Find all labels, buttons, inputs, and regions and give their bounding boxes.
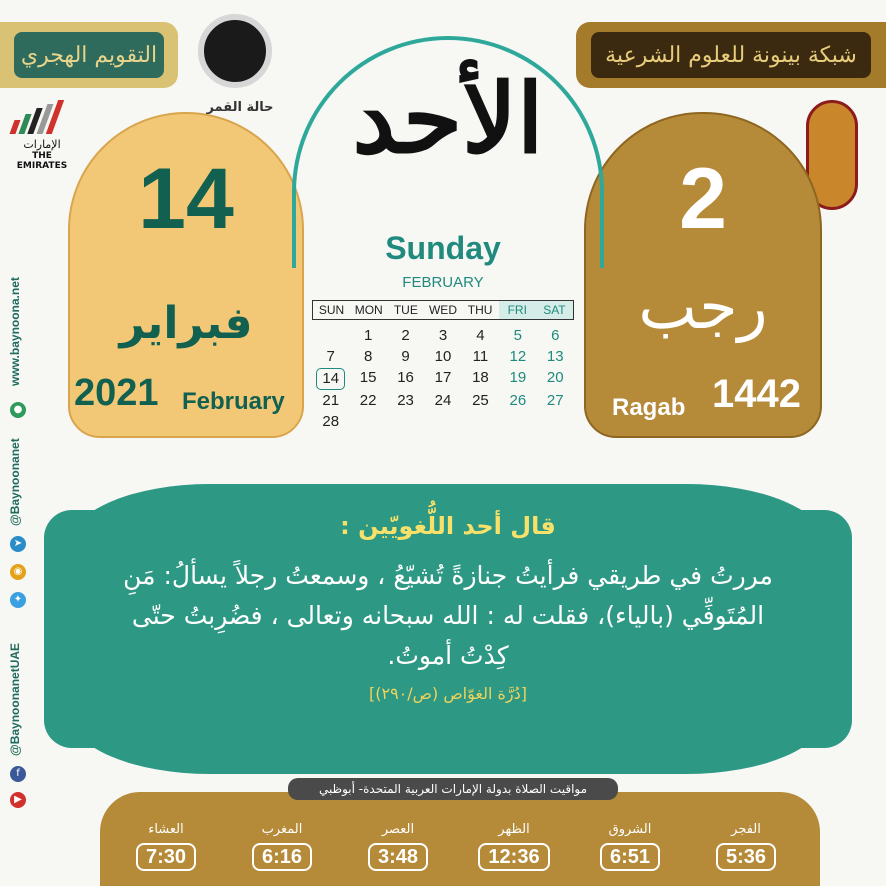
calendar-day[interactable]: 7 — [326, 348, 335, 365]
calendar-header-sat: SAT — [536, 301, 573, 319]
calendar-grid — [312, 326, 574, 432]
gregorian-year: 2021 — [74, 372, 159, 414]
calendar-day[interactable]: 15 — [359, 369, 377, 386]
calendar-day[interactable]: 1 — [363, 327, 373, 344]
prayer-name: الظهر — [498, 822, 530, 837]
calendar-day[interactable]: 18 — [472, 369, 489, 386]
hijri-day: 2 — [679, 151, 727, 247]
calendar-header-sun: SUN — [318, 303, 345, 317]
calendar-day[interactable]: 19 — [509, 369, 527, 386]
calendar-header-fri: FRI — [499, 301, 536, 319]
calendar-day — [387, 412, 424, 432]
calendar-day[interactable]: 28 — [322, 413, 340, 430]
prayer-name: العصر — [381, 822, 415, 837]
network-banner — [576, 22, 886, 88]
calendar-day — [499, 412, 536, 432]
calendar-day[interactable]: 23 — [397, 392, 414, 409]
facebook-icon[interactable]: f — [10, 766, 26, 782]
calendar-day[interactable]: 17 — [434, 369, 452, 386]
calendar-day[interactable]: 13 — [546, 348, 564, 365]
calendar-day — [462, 412, 499, 432]
uae-logo-en: THE EMIRATES — [16, 151, 68, 171]
calendar-day[interactable]: 24 — [434, 392, 452, 409]
hijri-month-en: Ragab — [612, 394, 686, 421]
calendar-day[interactable]: 6 — [551, 327, 560, 344]
calendar-header-mon: MON — [354, 303, 383, 317]
calendar-day[interactable]: 10 — [434, 348, 452, 365]
calendar-header-thu: THU — [467, 303, 493, 317]
youtube-icon[interactable]: ▶ — [10, 792, 26, 808]
prayer-time — [700, 822, 792, 871]
prayer-time — [584, 822, 676, 871]
social-sidebar — [6, 236, 28, 816]
prayer-clock: 5:36 — [716, 843, 776, 871]
weekday-ar: الأحد — [352, 62, 544, 175]
quote-source: [دُرَّة الغوّاص (ص/٢٩٠)] — [369, 684, 527, 703]
calendar-day[interactable]: 14 — [316, 368, 345, 390]
twitter-icon[interactable]: ✦ — [10, 592, 26, 608]
moon-phase-icon — [198, 14, 272, 88]
hijri-month-ar: رجب — [638, 270, 768, 343]
calendar-day[interactable]: 9 — [401, 348, 410, 365]
snapchat-icon[interactable]: ◉ — [10, 564, 26, 580]
hijri-calendar-label: التقويم الهجري — [14, 32, 164, 78]
quote-title: قال أحد اللُّغويّين : — [340, 512, 556, 540]
calendar-day[interactable]: 25 — [472, 392, 489, 409]
moon-label: حالة القمر — [206, 100, 274, 115]
calendar-header-wed: WED — [428, 303, 457, 317]
calendar-day[interactable]: 22 — [359, 392, 377, 409]
calendar-day[interactable]: 11 — [472, 348, 489, 365]
calendar-month-label: FEBRUARY — [402, 274, 484, 291]
prayer-clock: 12:36 — [478, 843, 549, 871]
hijri-year: 1442 — [712, 372, 801, 416]
calendar-day[interactable]: 3 — [438, 327, 448, 344]
gregorian-month-ar: فبراير — [119, 298, 253, 349]
prayer-clock: 6:51 — [600, 843, 660, 871]
handle-link-1[interactable]: @Baynoonanet — [8, 438, 22, 526]
calendar-day[interactable]: 8 — [363, 348, 373, 365]
hijri-calendar-banner — [0, 22, 178, 88]
network-label: شبكة بينونة للعلوم الشرعية — [591, 32, 871, 78]
calendar-day[interactable]: 5 — [513, 327, 523, 344]
calendar-header — [312, 300, 574, 320]
telegram-icon[interactable]: ➤ — [10, 536, 26, 552]
calendar-day[interactable]: 21 — [322, 392, 340, 409]
calendar-day[interactable]: 2 — [401, 327, 410, 344]
prayer-clock: 3:48 — [368, 843, 428, 871]
prayer-name: المغرب — [261, 822, 303, 837]
calendar-day — [537, 412, 574, 432]
prayer-times-title: مواقيت الصلاة بدولة الإمارات العربية المتحدة- أبوظبي — [288, 778, 618, 800]
calendar-day[interactable]: 27 — [546, 392, 564, 409]
gregorian-day: 14 — [138, 151, 234, 247]
prayer-clock: 6:16 — [252, 843, 312, 871]
prayer-name: العشاء — [148, 822, 184, 837]
weekday-en: Sunday — [385, 230, 501, 266]
calendar-day[interactable]: 26 — [509, 392, 527, 409]
gregorian-month-en: February — [182, 388, 285, 415]
calendar-day[interactable]: 16 — [397, 369, 414, 386]
prayer-time — [468, 822, 560, 871]
prayer-name: الشروق — [608, 822, 652, 837]
quote-body: مررتُ في طريقي فرأيتُ جنازةً تُشيّعُ ، وسمعتُ رجلاً يسألُ: مَنِ المُتَوفِّي (بالياء)، فقلت له : الله سبحانه وتعالى ، فضُرِبتُ حتّى كِدْتُ أموتُ. — [123, 561, 773, 670]
calendar-day — [424, 412, 461, 432]
uae-logo-ar: الإمارات — [23, 138, 61, 151]
uae-flag-bars-icon — [12, 100, 72, 134]
calendar-day[interactable]: 4 — [476, 327, 485, 344]
uae-logo — [12, 100, 72, 171]
prayer-time — [352, 822, 444, 871]
prayer-time — [236, 822, 328, 871]
prayer-clock: 7:30 — [136, 843, 196, 871]
calendar-day[interactable]: 20 — [546, 369, 564, 386]
calendar-day — [312, 326, 349, 346]
whatsapp-icon[interactable]: ● — [10, 402, 26, 418]
calendar-day[interactable]: 12 — [509, 348, 527, 365]
calendar-day — [349, 412, 386, 432]
prayer-name: الفجر — [731, 822, 761, 837]
prayer-time — [120, 822, 212, 871]
website-link[interactable]: www.baynoona.net — [8, 277, 22, 386]
handle-link-2[interactable]: @BaynoonanetUAE — [8, 642, 22, 756]
calendar-header-tue: TUE — [393, 303, 418, 317]
